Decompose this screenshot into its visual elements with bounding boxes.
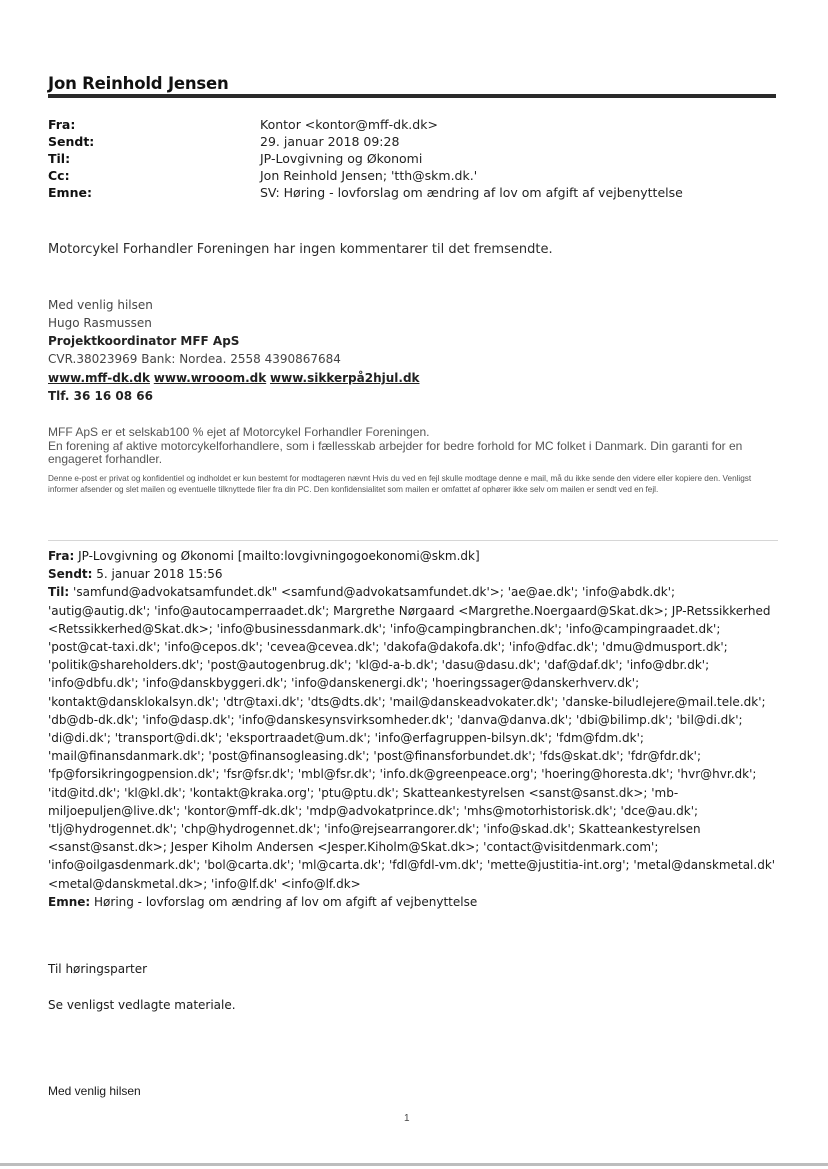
link-wrooom[interactable]: www.wrooom.dk [153,371,267,385]
header-value-sent: 29. januar 2018 09:28 [260,134,400,149]
forwarded-sent [48,565,778,583]
page-bottom-edge [0,1163,828,1166]
forwarded-body: Se venligst vedlagte materiale. [48,998,236,1012]
signature-greeting: Med venlig hilsen [48,298,153,312]
header-value-cc: Jon Reinhold Jensen; 'tth@skm.dk.' [260,168,478,183]
forwarded-subject [48,893,778,911]
forwarded-to-label: Til: [48,585,70,600]
signature-links [48,369,420,387]
body-text: Motorcykel Forhandler Foreningen har ingen kommentarer til det fremsendte. [48,242,553,257]
signature-cvr: CVR.38023969 Bank: Nordea. 2558 4390867684 [48,352,341,366]
page-title: Jon Reinhold Jensen [48,74,229,93]
forwarded-subject-value: Høring - lovforslag om ændring af lov om afgift af vejbenyttelse [94,894,478,909]
header-value-subject: SV: Høring - lovforslag om ændring af lov om afgift af vejbenyttelse [260,185,683,200]
forwarded-from-value: JP-Lovgivning og Økonomi [mailto:lovgivningogoekonomi@skm.dk] [78,549,480,563]
forwarded-to [48,583,778,892]
forwarded-subject-label: Emne: [48,894,91,909]
header-label-cc: Cc: [48,168,70,183]
forward-separator [48,540,778,541]
forwarded-sent-value: 5. januar 2018 15:56 [96,567,223,582]
header-label-sent: Sendt: [48,134,95,149]
forwarded-closing: Med venlig hilsen [48,1084,141,1098]
forwarded-from [48,547,778,565]
header-value-to: JP-Lovgivning og Økonomi [260,151,423,166]
disclaimer-line2: En forening af aktive motorcykelforhandlere, som i fællesskab arbejder for bedre forhold for MC folket i Danmark. Din garanti for en engageret forhandler. [48,439,743,466]
signature-phone: Tlf. 36 16 08 66 [48,389,153,403]
forwarded-to-value: 'samfund@advokatsamfundet.dk" <samfund@advokatsamfundet.dk'>; 'ae@ae.dk'; 'info@abdk.dk'; 'autig@autig.dk'; 'info@autocamperraadet.dk'; Margrethe Nørgaard <Margrethe.Noergaard@Skat.dk>; JP-Retssikkerhed <Retssikkerhed@Skat.dk>; 'info@businessdanmark.dk'; 'info@campingbranchen.dk'; 'info@campingraadet.dk'; 'post@cat-taxi.dk'; 'info@cepos.dk'; 'cevea@cevea.dk'; 'dakofa@dakofa.dk'; 'info@dfac.dk'; 'dmu@dmusport.dk'; 'politik@shareholders.dk'; 'post@autogenbrug.dk'; 'kl@d-a-b.dk'; 'dasu@dasu.dk'; 'daf@daf.dk'; 'info@dbr.dk'; 'info@dbfu.dk'; 'info@danskbyggeri.dk'; 'info@danskenergi.dk'; 'hoeringssager@danskerhverv.dk'; 'kontakt@dansklokalsyn.dk'; 'dtr@taxi.dk'; 'dts@dts.dk'; 'mail@danskeadvokater.dk'; 'danske-biludlejere@mail.tele.dk'; 'db@db-dk.dk'; 'info@dasp.dk'; 'info@danskesynsvirksomheder.dk'; 'danva@danva.dk'; 'dbi@bilimp.dk'; 'bil@di.dk'; 'di@di.dk'; 'transport@di.dk'; 'eksportraadet@um.dk'; 'info@erfagruppen-bilsyn.dk'; 'fdm@fdm.dk'; 'mail@finansdanmark.dk'; 'post@finansogleasing.dk'; 'post@finansforbundet.dk'; 'fds@skat.dk'; 'fdr@fdr.dk'; 'fp@forsikringogpension.dk'; 'fsr@fsr.dk'; 'mbl@fsr.dk'; 'info.dk@greenpeace.org'; 'hoering@horesta.dk'; 'hvr@hvr.dk'; 'itd@itd.dk'; 'kl@kl.dk'; 'kontakt@kraka.org'; 'ptu@ptu.dk'; Skatteankestyrelsen <sanst@sanst.dk>; 'mb-miljoepuljen@live.dk'; 'kontor@mff-dk.dk'; 'mdp@advokatprince.dk'; 'mhs@motorhistorisk.dk'; 'dce@au.dk'; 'tlj@hydrogennet.dk'; 'chp@hydrogennet.dk'; 'info@rejsearrangorer.dk'; 'info@skad.dk'; Skatteankestyrelsen <sanst@sanst.dk>; Jesper Kiholm Andersen <Jesper.Kiholm@Skat.dk>; 'contact@visitdenmark.com'; 'info@oilgasdenmark.dk'; 'bol@carta.dk'; 'ml@carta.dk'; 'fdl@fdl-vm.dk'; 'mette@justitia-int.org'; 'metal@danskmetal.dk' <metal@danskmetal.dk>; 'info@lf.dk' <info@lf.dk> [48,585,776,891]
forwarded-message [48,547,778,911]
title-divider [48,94,776,98]
page-number: 1 [404,1113,410,1124]
header-label-to: Til: [48,151,71,166]
disclaimer-line1: MFF ApS er et selskab100 % ejet af Motorcykel Forhandler Foreningen. [48,425,430,439]
link-sikkerpaa2hjul[interactable]: www.sikkerpå2hjul.dk [270,371,420,385]
forwarded-from-label: Fra: [48,549,75,563]
forwarded-addressee: Til høringsparter [48,962,148,976]
disclaimer-small: Denne e-post er privat og konfidentiel og indholdet er kun bestemt for modtageren nævnt Hvis du ved en fejl skulle modtage denne e mail, må du ikke sende den videre eller kopiere den. Venligst informer afsender og slet mailen og eventuelle tilknyttede filer fra din PC. Den konfidensialitet som mailen er omfattet af ophører ikke selv om mailen er sendt ved en fejl. [48,474,752,494]
header-label-from: Fra: [48,117,76,132]
link-mff[interactable]: www.mff-dk.dk [48,371,150,385]
header-label-subject: Emne: [48,185,92,200]
signature-role: Projektkoordinator MFF ApS [48,334,240,348]
forwarded-sent-label: Sendt: [48,567,93,582]
signature-name: Hugo Rasmussen [48,316,152,330]
header-value-from: Kontor <kontor@mff-dk.dk> [260,117,438,132]
